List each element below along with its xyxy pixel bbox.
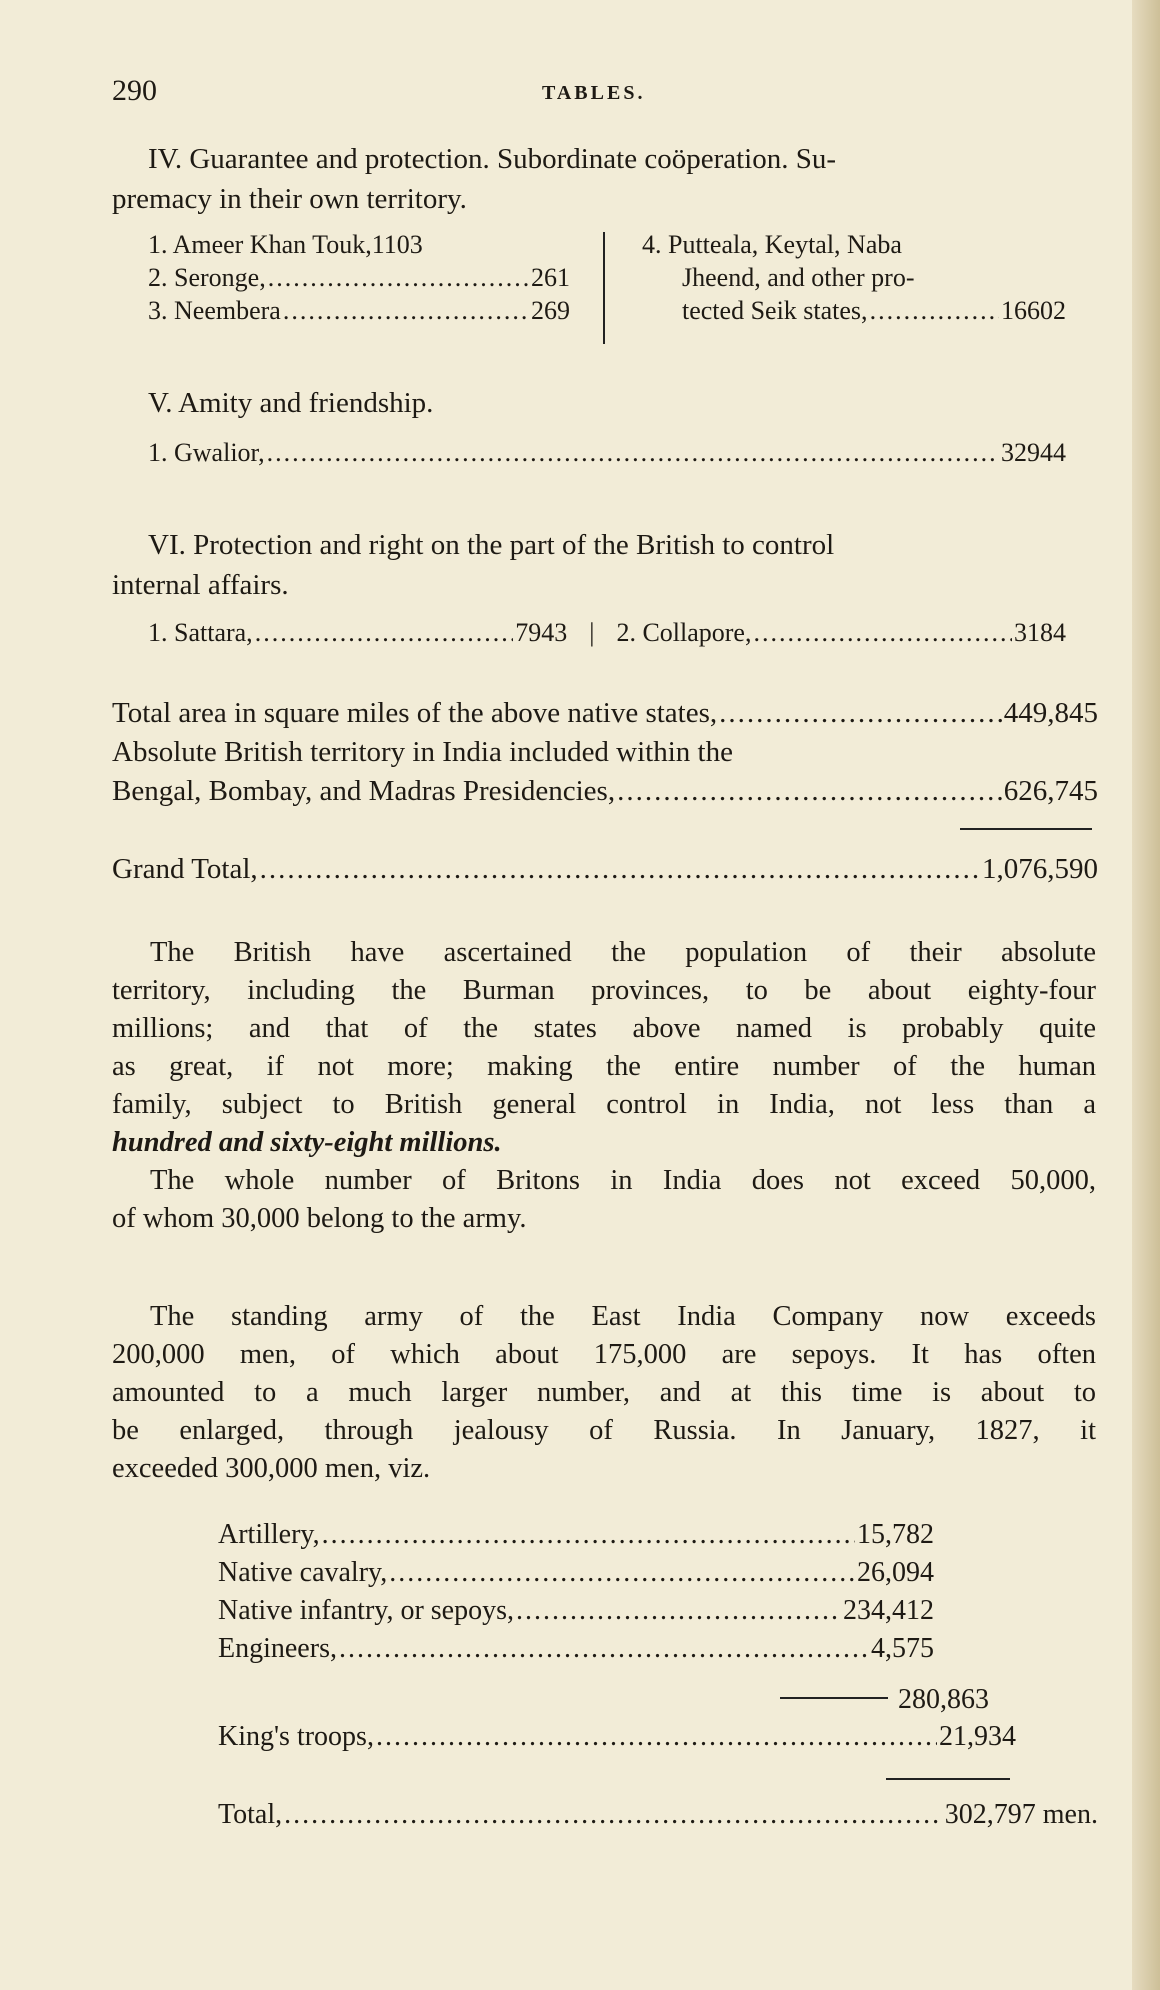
section-iv-right-list	[642, 228, 1066, 327]
grand-total-value: 1,076,590	[982, 853, 1098, 885]
list-item	[148, 294, 570, 327]
row-value: 15,782	[857, 1519, 934, 1550]
grand-total-row	[112, 850, 1098, 889]
row-label: King's troops,	[218, 1721, 374, 1752]
item-label: 1. Ameer Khan Touk,	[148, 230, 372, 259]
row-label: Native cavalry,	[218, 1557, 388, 1588]
list-item-cont: Jheend, and other pro-	[682, 263, 915, 292]
emphasis-text: hundred and sixty-eight millions.	[112, 1127, 502, 1158]
row-value: 234,412	[843, 1595, 934, 1626]
column-divider	[603, 232, 605, 344]
list-item	[148, 228, 570, 261]
item-label: 2. Collapore,	[616, 618, 752, 647]
population-paragraph: The British have ascertained the population of their absolute territory, including the Burman provinces, to be about eighty-four millions; and that of the states above named is probably quite as great, if not more; making the entire number of the human family, subject to British general control in India, not less than a hundred and sixty-eight millions. The whole number of Britons in India does not exceed 50,000, of whom 30,000 belong to the army.	[112, 937, 1096, 1234]
list-item: 4. Putteala, Keytal, Naba	[642, 230, 902, 259]
item-value: 3184	[1014, 618, 1066, 647]
table-row	[218, 1796, 1098, 1834]
grand-total-block	[112, 850, 1098, 889]
native-total-value: 449,845	[1003, 697, 1098, 729]
item-value: 269	[531, 296, 570, 325]
table-row	[218, 1718, 1016, 1756]
british-total-label: Bengal, Bombay, and Madras Presidencies,	[112, 775, 616, 807]
table-row	[218, 1592, 934, 1630]
british-territory-line: Absolute British territory in India included within the	[112, 736, 733, 768]
section-vi-heading: VI. Protection and right on the part of the British to control	[148, 529, 835, 561]
subtotal-rule	[780, 1697, 888, 1699]
item-label: 1. Sattara,	[148, 618, 253, 647]
running-title: TABLES.	[542, 82, 646, 104]
section-iv-heading: IV. Guarantee and protection. Subordinate coöperation. Su-	[148, 143, 837, 175]
list-item	[148, 261, 570, 294]
item-label: 2. Seronge,	[148, 263, 266, 292]
row-value: 26,094	[857, 1557, 934, 1588]
row-value: 21,934	[939, 1721, 1016, 1752]
item-value: 1103	[371, 230, 423, 259]
section-v-heading: V. Amity and friendship.	[148, 387, 434, 419]
row-value: 4,575	[871, 1633, 934, 1664]
list-item	[148, 436, 1066, 469]
separator: |	[589, 618, 595, 647]
army-paragraph: The standing army of the East India Company now exceeds 200,000 men, of which about 175,000 are sepoys. It has often amounted to a much larger number, and at this time is about to be enlarged, through jealousy of Russia. In January, 1827, it exceeded 300,000 men, viz.	[112, 1301, 1096, 1484]
table-row	[218, 1516, 934, 1554]
row-label: Engineers,	[218, 1633, 337, 1664]
section-iv-left-list	[148, 228, 570, 327]
sum-rule	[960, 828, 1092, 830]
list-item-cont	[642, 294, 1066, 327]
british-total-value: 626,745	[1003, 775, 1098, 807]
section-vi-list	[148, 616, 1066, 649]
item-label: 3. Neembera	[148, 296, 281, 325]
native-total-row	[112, 694, 1098, 733]
row-label: Native infantry, or sepoys,	[218, 1595, 514, 1626]
army-total-block	[218, 1796, 1098, 1834]
table-row	[218, 1630, 934, 1668]
item-label: tected Seik states,	[682, 296, 868, 325]
table-row	[218, 1554, 934, 1592]
page-number: 290	[112, 74, 157, 107]
total-rule	[886, 1778, 1010, 1780]
section-v-list	[148, 436, 1066, 469]
british-total-row	[112, 772, 1098, 811]
item-value: 32944	[1001, 438, 1066, 467]
section-iv-heading-cont: premacy in their own territory.	[112, 183, 467, 215]
page-edge	[1132, 0, 1160, 1990]
kings-troops-block	[218, 1718, 1016, 1756]
native-total-label: Total area in square miles of the above native states,	[112, 697, 718, 729]
subtotal-value: 280,863	[898, 1684, 989, 1715]
item-value: 16602	[1001, 296, 1066, 325]
item-value: 261	[531, 263, 570, 292]
army-table	[218, 1516, 934, 1668]
item-value: 7943	[515, 618, 568, 647]
grand-total-label: Grand Total,	[112, 853, 258, 885]
row-value: 302,797 men.	[944, 1799, 1098, 1830]
row-label: Artillery,	[218, 1519, 320, 1550]
row-label: Total,	[218, 1799, 283, 1830]
totals-block	[112, 694, 1098, 811]
section-vi-heading-cont: internal affairs.	[112, 569, 289, 601]
item-label: 1. Gwalior,	[148, 438, 265, 467]
